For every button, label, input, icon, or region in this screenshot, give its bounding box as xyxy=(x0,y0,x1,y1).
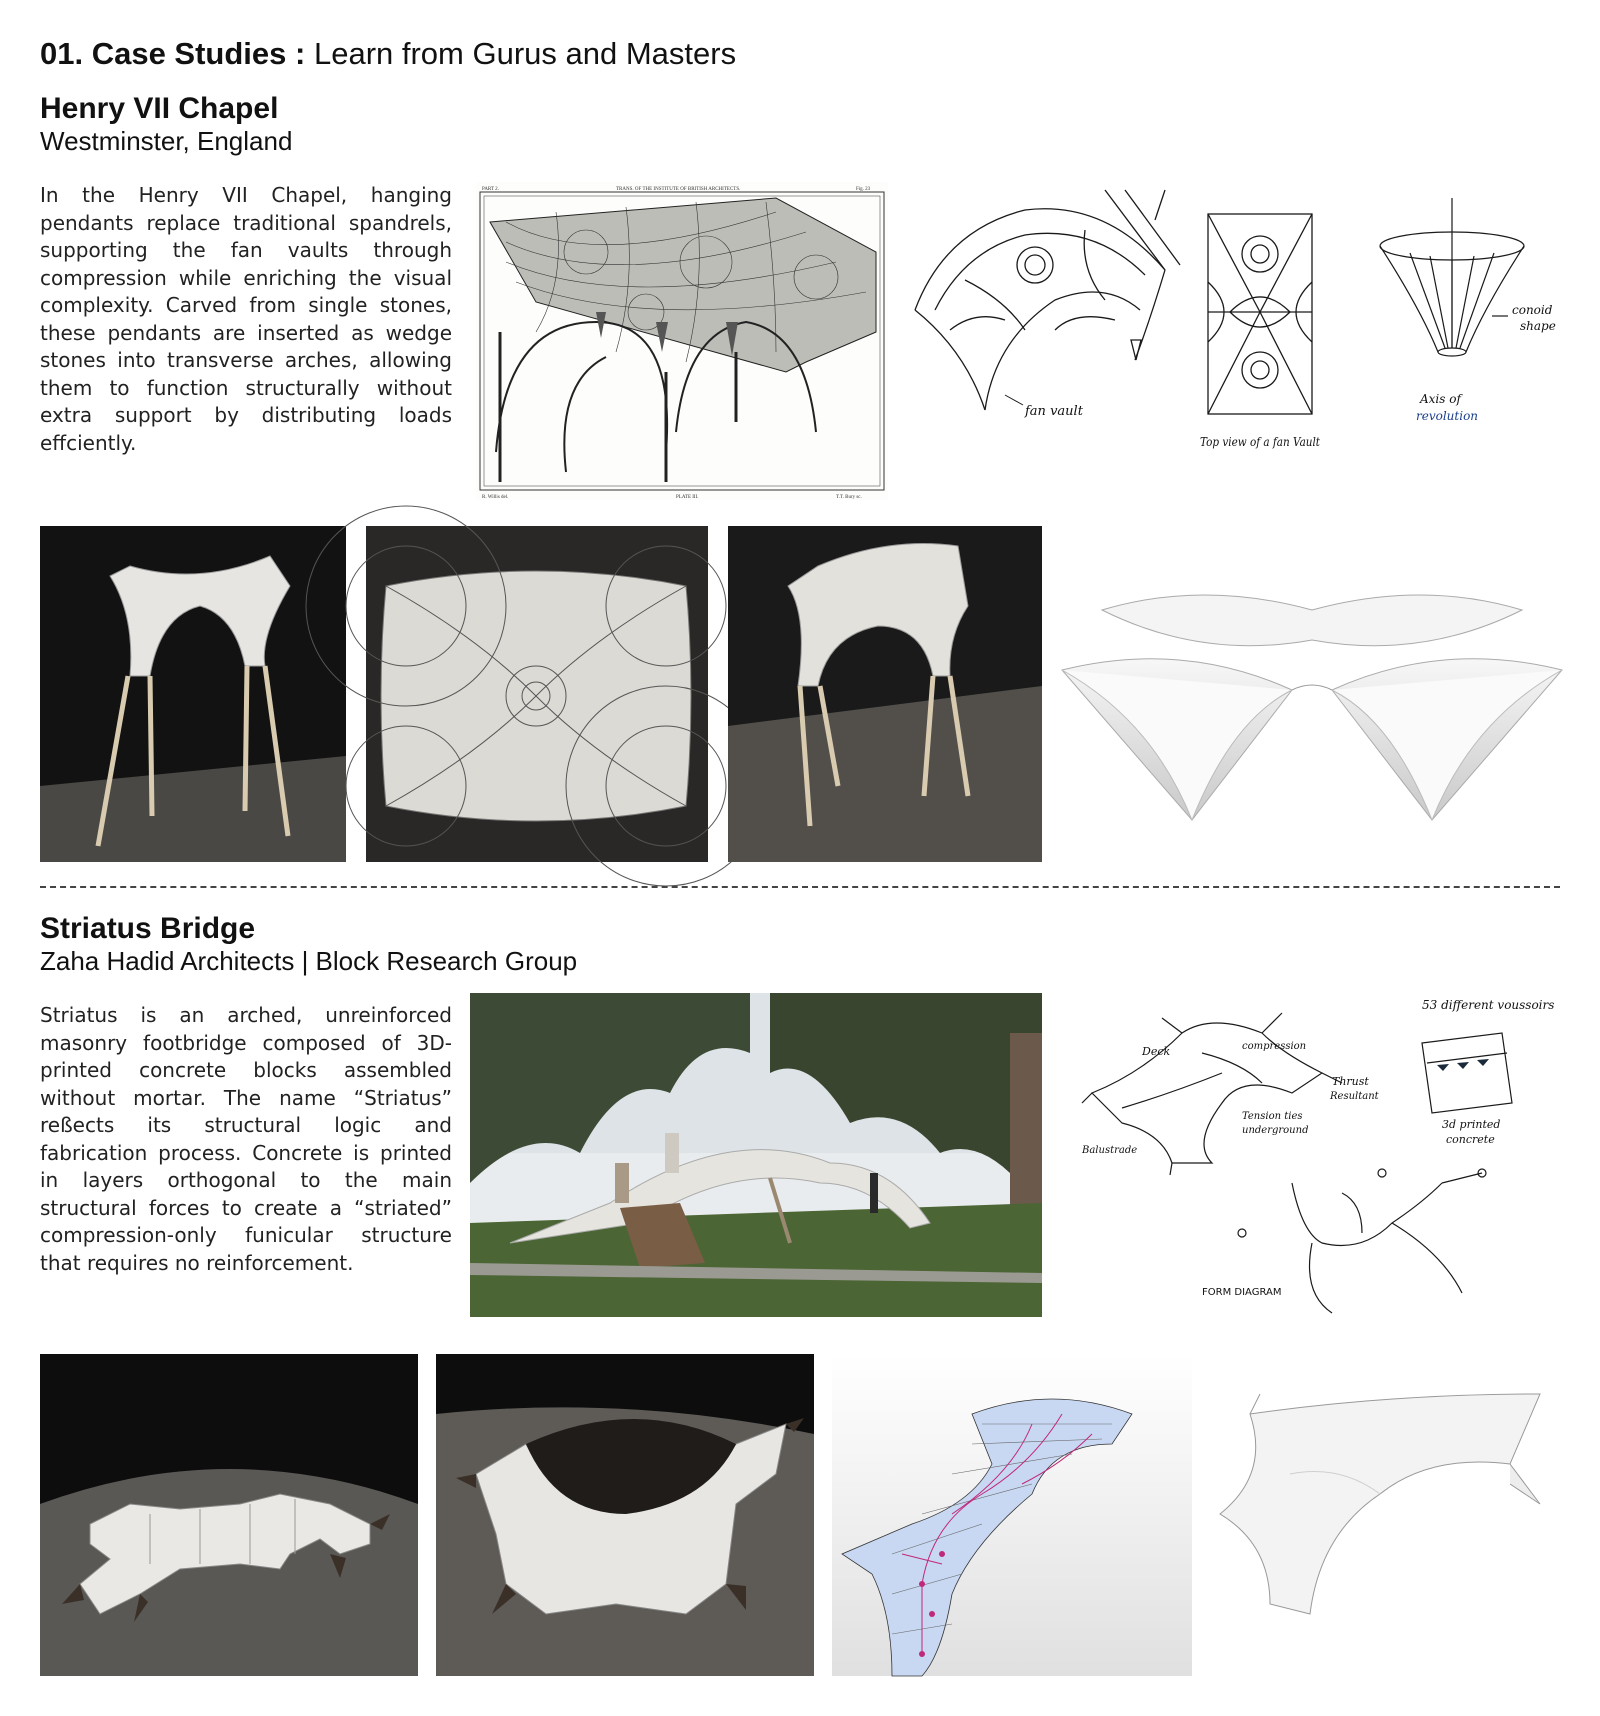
striatus-bridge-photo xyxy=(470,993,1042,1317)
voussoirs-label: 53 different voussoirs xyxy=(1422,998,1555,1012)
conoid-label-2: shape xyxy=(1520,319,1556,333)
model-photo-arch-front xyxy=(40,526,346,862)
form-finding-mesh-render xyxy=(832,1354,1192,1676)
section1-location: Westminster, England xyxy=(40,126,293,156)
printed-concrete-label: concrete xyxy=(1446,1133,1495,1146)
bridge-model-photo-1 xyxy=(40,1354,418,1676)
conoid-sketch xyxy=(1360,198,1556,430)
revolution-label: revolution xyxy=(1416,409,1479,423)
page-subtitle: Learn from Gurus and Masters xyxy=(313,36,737,71)
deck-label: Deck xyxy=(1142,1045,1171,1058)
fan-vault-engraving xyxy=(476,182,888,500)
section2-title: Striatus Bridge xyxy=(40,912,256,945)
section2-credits: Zaha Hadid Architects | Block Research Group xyxy=(40,946,578,976)
page-number-title: 01. Case Studies : xyxy=(40,36,306,71)
section1-title: Henry VII Chapel xyxy=(40,92,279,125)
resultant-label: Resultant xyxy=(1330,1091,1379,1102)
engraving-header-right: Fig. 23 xyxy=(856,187,871,192)
printed-label: 3d printed xyxy=(1442,1118,1501,1131)
bridge-surface-render xyxy=(1210,1354,1560,1676)
fan-vault-label: fan vault xyxy=(1025,404,1083,419)
form-diagram-label: FORM DIAGRAM xyxy=(1202,1287,1282,1298)
section1-body: In the Henry VII Chapel, hanging pendants replace traditional spandrels, supporting the fan vaults through compression while enriching the visual complexity. Carved from single stones, these pendants are inserted as wedge stones into transverse arches, allowing them to function structurally without extra support by distributing loads effciently. xyxy=(40,183,452,455)
section2-body: Striatus is an arched, unreinforced masonry footbridge composed of 3D-printed concrete blocks assembled without mortar. The name “Striatus” reßects its structural logic and fabrication process. Concrete is printed in layers orthogonal to the main structural forces to create a “striated” compression-only funicular structure that requires no reinforcement. xyxy=(40,1003,452,1275)
section-divider xyxy=(40,886,1560,888)
engraving-footer-center: PLATE III. xyxy=(676,495,699,500)
engraving-footer-right: T.T. Bury sc. xyxy=(836,495,862,500)
engraving-header-left: PART 2. xyxy=(482,187,499,192)
conoid-label-1: conoid xyxy=(1512,303,1553,317)
model-photo-arch-angle xyxy=(728,526,1042,862)
model-photo-top-view xyxy=(366,526,708,862)
engraving-header-center: TRANS. OF THE INSTITUTE OF BRITISH ARCHITECTS. xyxy=(616,187,741,192)
top-view-label: Top view of a fan Vault xyxy=(1200,435,1321,449)
page-title xyxy=(40,36,736,72)
striatus-sketch xyxy=(1062,993,1562,1317)
thrust-label: Thrust xyxy=(1332,1075,1369,1088)
bridge-model-photo-2 xyxy=(436,1354,814,1676)
compression-label: compression xyxy=(1242,1041,1307,1052)
tension-label: Tension ties xyxy=(1242,1111,1303,1122)
top-view-sketch xyxy=(1200,212,1320,474)
fan-vault-sketch xyxy=(905,190,1195,440)
axis-label: Axis of xyxy=(1420,392,1461,406)
balustrade-label: Balustrade xyxy=(1082,1145,1138,1156)
underground-label: underground xyxy=(1242,1125,1309,1136)
engraving-footer-left: R. Willis del. xyxy=(482,495,509,500)
fan-vault-render xyxy=(1062,550,1562,830)
